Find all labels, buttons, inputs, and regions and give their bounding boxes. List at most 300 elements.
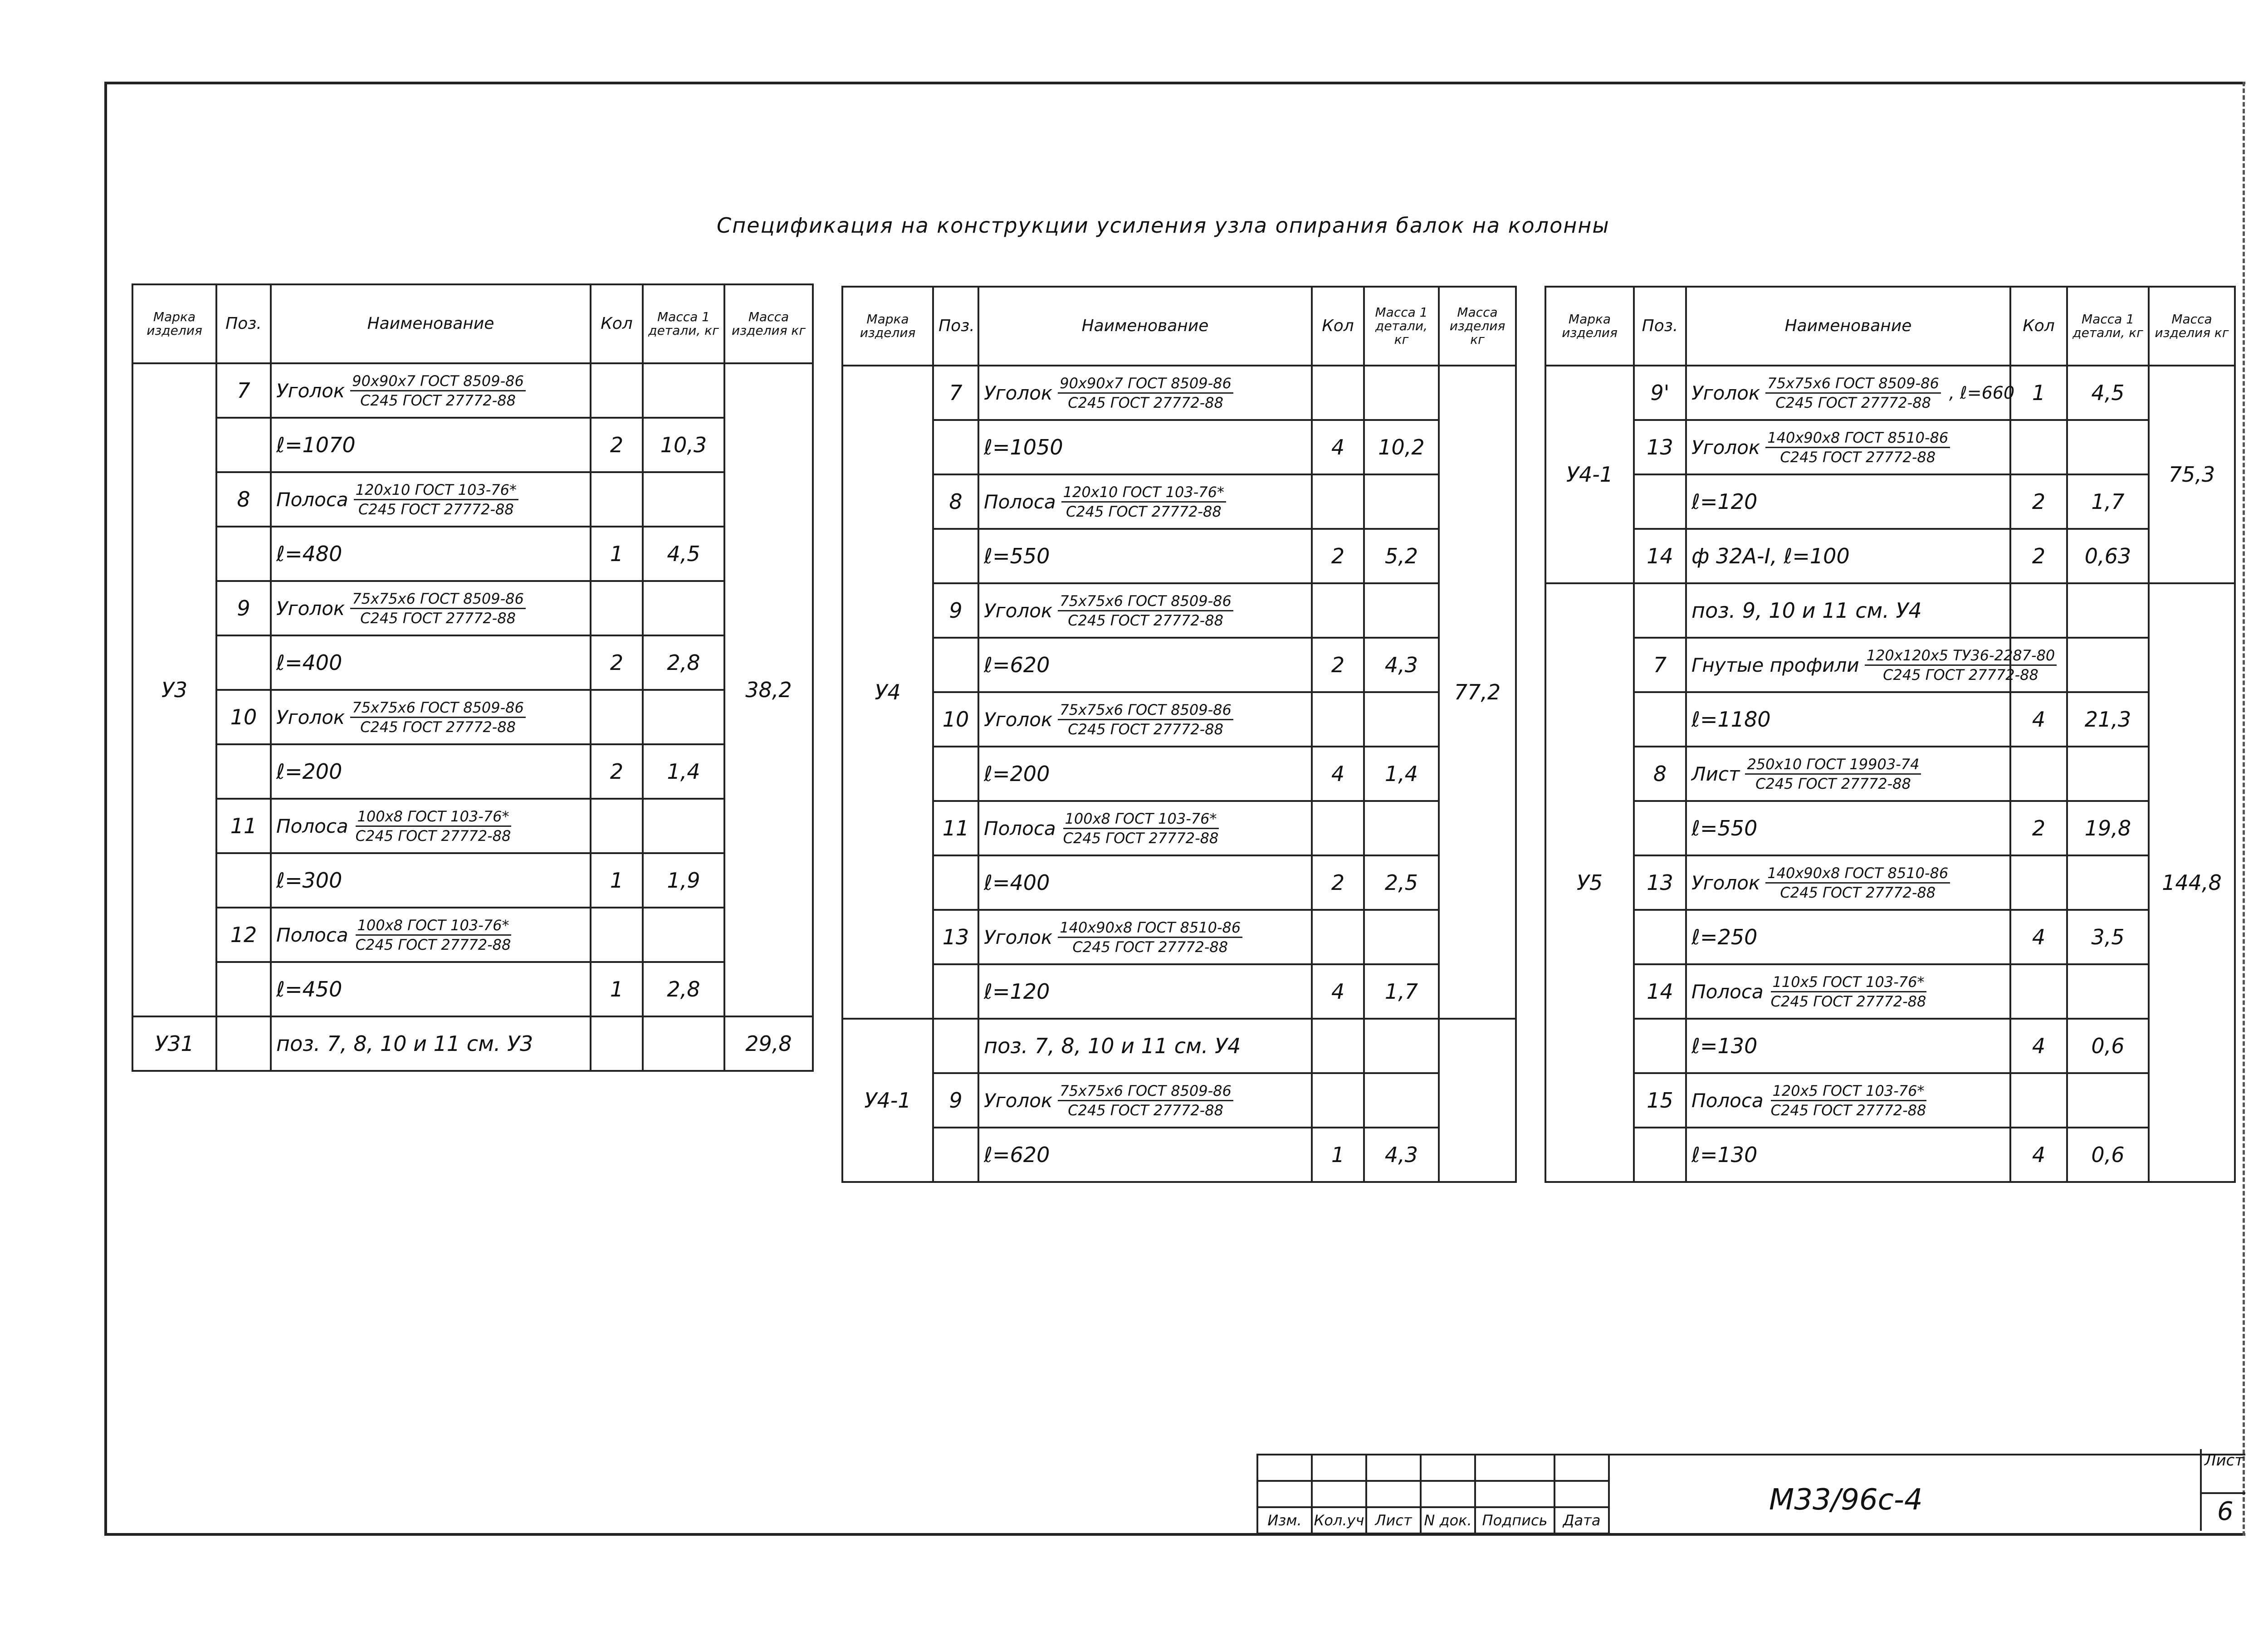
name-content: [276, 372, 585, 410]
unit-mass-cell: [2067, 583, 2149, 638]
qty-cell: [1312, 692, 1364, 747]
name-fraction: [1865, 646, 2057, 684]
name-fraction: [1061, 483, 1226, 521]
qty-cell: [591, 472, 643, 527]
name-text: ℓ=120: [1691, 489, 1758, 514]
name-denominator: С245 ГОСТ 27772-88: [1066, 503, 1222, 520]
header-mass1: Масса 1 детали, кг: [643, 284, 724, 363]
name-cell: [271, 962, 591, 1016]
header-name: Наименование: [271, 284, 591, 363]
qty-cell: 2: [2010, 529, 2067, 583]
table-row: [842, 855, 1516, 910]
name-word: Уголок: [984, 926, 1053, 948]
name-fraction: [1058, 1082, 1233, 1119]
unit-mass-cell: [2067, 420, 2149, 474]
name-word: Полоса: [276, 923, 348, 946]
table-row: [132, 744, 813, 799]
pos-cell: [933, 529, 978, 583]
name-content: [984, 1082, 1306, 1119]
unit-mass-cell: [643, 1016, 724, 1071]
qty-cell: [591, 581, 643, 635]
qty-cell: [2010, 1073, 2067, 1128]
name-cell: [978, 692, 1312, 747]
unit-mass-cell: [1364, 801, 1439, 855]
unit-mass-cell: [643, 799, 724, 853]
qty-cell: [1312, 910, 1364, 964]
table-row: [1545, 583, 2235, 638]
pos-cell: [216, 962, 271, 1016]
header-qty: Кол: [1312, 287, 1364, 366]
unit-mass-cell: 4,5: [643, 527, 724, 581]
unit-mass-cell: 0,6: [2067, 1019, 2149, 1073]
pos-cell: 10: [933, 692, 978, 747]
name-cell: [978, 583, 1312, 638]
name-word: Уголок: [1691, 381, 1760, 404]
qty-cell: 2: [1312, 855, 1364, 910]
table-row: [842, 1019, 1516, 1073]
pos-cell: [1634, 474, 1686, 529]
qty-cell: 4: [2010, 1019, 2067, 1073]
table-row: [132, 418, 813, 472]
name-fraction: [1058, 918, 1242, 956]
table-row: [1545, 474, 2235, 529]
unit-mass-cell: 2,8: [643, 635, 724, 690]
pos-cell: [216, 635, 271, 690]
name-cell: [978, 366, 1312, 420]
pos-cell: [1634, 1128, 1686, 1182]
name-fraction: [1058, 374, 1233, 412]
pos-cell: 7: [216, 363, 271, 418]
qty-cell: 1: [2010, 366, 2067, 420]
name-numerator: 120х10 ГОСТ 103-76*: [354, 481, 518, 500]
name-numerator: 75х75х6 ГОСТ 8509-86: [1058, 701, 1233, 720]
name-fraction: [1769, 1082, 1928, 1119]
total-mass-cell: [1439, 1019, 1516, 1182]
name-content: [1691, 1082, 2005, 1119]
name-numerator: 110х5 ГОСТ 103-76*: [1771, 973, 1926, 992]
name-word: Уголок: [1691, 436, 1760, 459]
sheet-label: Лист: [2204, 1451, 2244, 1470]
name-fraction: [1765, 374, 1941, 412]
header-massT: Масса изделия кг: [1439, 287, 1516, 366]
unit-mass-cell: [1364, 474, 1439, 529]
name-text: поз. 9, 10 и 11 см. У4: [1691, 598, 1922, 623]
title-block-label: N док.: [1421, 1507, 1475, 1533]
unit-mass-cell: 4,5: [2067, 366, 2149, 420]
title-block-label: Лист: [1366, 1507, 1421, 1533]
table-row: [1545, 1128, 2235, 1182]
name-word: Уголок: [276, 597, 345, 620]
document-number: М33/96с-4: [1769, 1483, 1923, 1517]
header-pos: Поз.: [1634, 287, 1686, 366]
pos-cell: [933, 747, 978, 801]
name-numerator: 75х75х6 ГОСТ 8509-86: [1058, 1082, 1233, 1101]
table-row: [1545, 910, 2235, 964]
header-mark: Марка изделия: [132, 284, 216, 363]
pos-cell: 11: [933, 801, 978, 855]
unit-mass-cell: [2067, 1073, 2149, 1128]
table-row: [132, 472, 813, 527]
name-content: [276, 542, 585, 566]
qty-cell: [2010, 747, 2067, 801]
total-mass-cell: 75,3: [2149, 366, 2235, 583]
qty-cell: 1: [591, 853, 643, 908]
qty-cell: 4: [1312, 747, 1364, 801]
unit-mass-cell: [2067, 964, 2149, 1019]
name-text: ℓ=450: [276, 977, 342, 1001]
name-word: Уголок: [984, 1089, 1053, 1112]
qty-cell: 2: [2010, 474, 2067, 529]
name-cell: [271, 581, 591, 635]
name-fraction: [350, 590, 526, 627]
header-name: Наименование: [1686, 287, 2010, 366]
name-cell: [1686, 529, 2010, 583]
pos-cell: 15: [1634, 1073, 1686, 1128]
unit-mass-cell: [643, 363, 724, 418]
name-cell: [1686, 692, 2010, 747]
qty-cell: [591, 799, 643, 853]
name-word: Лист: [1691, 762, 1740, 785]
pos-cell: 10: [216, 690, 271, 744]
table-row: [132, 908, 813, 962]
qty-cell: [1312, 474, 1364, 529]
name-fraction: [1765, 429, 1950, 466]
name-word: Уголок: [276, 706, 345, 728]
name-text: ℓ=400: [984, 870, 1050, 895]
unit-mass-cell: 1,4: [643, 744, 724, 799]
header-pos: Поз.: [216, 284, 271, 363]
name-cell: [978, 855, 1312, 910]
name-text: ℓ=620: [984, 653, 1050, 677]
table-row: [842, 474, 1516, 529]
name-cell: [1686, 366, 2015, 420]
name-numerator: 90х90х7 ГОСТ 8509-86: [1058, 374, 1233, 394]
pos-cell: 9: [933, 583, 978, 638]
name-text: ℓ=480: [276, 542, 342, 566]
name-content: [276, 481, 585, 518]
table-row: [842, 964, 1516, 1019]
name-content: [1691, 816, 2005, 840]
name-denominator: С245 ГОСТ 27772-88: [1883, 666, 2038, 684]
qty-cell: [2010, 583, 2067, 638]
qty-cell: [1312, 366, 1364, 420]
name-text: ℓ=550: [984, 544, 1050, 568]
name-numerator: 120х5 ГОСТ 103-76*: [1771, 1082, 1926, 1101]
pos-cell: [216, 1016, 271, 1071]
table-row: [1545, 366, 2235, 420]
table-row: [132, 363, 813, 418]
title-block-top-line: [1256, 1454, 2245, 1455]
table-header-row: [1545, 287, 2235, 366]
name-numerator: 100х8 ГОСТ 103-76*: [356, 916, 511, 936]
unit-mass-cell: [1364, 366, 1439, 420]
name-content: [1691, 598, 2005, 623]
pos-cell: 9': [1634, 366, 1686, 420]
unit-mass-cell: 1,9: [643, 853, 724, 908]
unit-mass-cell: [1364, 1073, 1439, 1128]
table-row: [842, 638, 1516, 692]
name-text: ℓ=400: [276, 650, 342, 675]
unit-mass-cell: [2067, 747, 2149, 801]
name-text: ℓ=200: [984, 762, 1050, 786]
pos-cell: [933, 855, 978, 910]
unit-mass-cell: [1364, 692, 1439, 747]
name-content: [984, 979, 1306, 1004]
name-fraction: [1061, 810, 1221, 847]
name-cell: [1686, 1073, 2010, 1128]
pos-cell: 7: [933, 366, 978, 420]
name-content: [984, 544, 1306, 568]
unit-mass-cell: [1364, 1019, 1439, 1073]
pos-cell: [1634, 801, 1686, 855]
unit-mass-cell: [2067, 638, 2149, 692]
name-content: [984, 1143, 1306, 1167]
unit-mass-cell: 5,2: [1364, 529, 1439, 583]
name-text: ℓ=250: [1691, 925, 1758, 949]
name-content: [1691, 973, 2005, 1011]
pos-cell: 8: [1634, 747, 1686, 801]
name-cell: [1686, 801, 2010, 855]
table-row: [132, 690, 813, 744]
name-word: Уголок: [276, 379, 345, 402]
name-cell: [271, 635, 591, 690]
name-numerator: 75х75х6 ГОСТ 8509-86: [1058, 592, 1233, 611]
name-text: ℓ=620: [984, 1143, 1050, 1167]
unit-mass-cell: 4,3: [1364, 638, 1439, 692]
name-content: [1691, 489, 2005, 514]
title-block-label: Дата: [1554, 1507, 1609, 1533]
name-content: [1691, 864, 2005, 902]
table-row: [1545, 529, 2235, 583]
name-denominator: С245 ГОСТ 27772-88: [355, 827, 511, 845]
qty-cell: 2: [1312, 529, 1364, 583]
name-content: [984, 435, 1306, 459]
name-content: [984, 810, 1306, 847]
qty-cell: 1: [591, 527, 643, 581]
mark-cell: У4-1: [1545, 366, 1634, 583]
pos-cell: 7: [1634, 638, 1686, 692]
header-pos: Поз.: [933, 287, 978, 366]
name-content: [984, 483, 1306, 521]
name-word: Полоса: [276, 488, 348, 511]
name-content: [276, 650, 585, 675]
name-content: [1691, 646, 2055, 684]
table-row: [1545, 1073, 2235, 1128]
title-block-label: Изм.: [1257, 1507, 1312, 1533]
pos-cell: [1634, 910, 1686, 964]
name-word: Полоса: [1691, 980, 1764, 1003]
pos-cell: 11: [216, 799, 271, 853]
pos-cell: 9: [216, 581, 271, 635]
name-content: [984, 592, 1306, 630]
name-cell: [978, 1019, 1312, 1073]
table-row: [132, 1016, 813, 1071]
name-content: [276, 868, 585, 893]
title-block-grid: [1256, 1454, 1610, 1534]
pos-cell: [933, 1019, 978, 1073]
name-text: поз. 7, 8, 10 и 11 см. У3: [276, 1031, 533, 1056]
unit-mass-cell: 1,7: [2067, 474, 2149, 529]
qty-cell: [591, 363, 643, 418]
name-cell: [271, 690, 591, 744]
name-word: Полоса: [984, 817, 1056, 840]
name-content: [1691, 374, 2015, 412]
pos-cell: [1634, 583, 1686, 638]
name-text: поз. 7, 8, 10 и 11 см. У4: [984, 1034, 1241, 1058]
name-fraction: [354, 807, 513, 845]
table-row: [842, 583, 1516, 638]
qty-cell: 2: [2010, 801, 2067, 855]
name-cell: [271, 472, 591, 527]
table-header-row: [132, 284, 813, 363]
table-row: [132, 527, 813, 581]
header-mass1: Масса 1 детали, кг: [2067, 287, 2149, 366]
name-text: ℓ=1050: [984, 435, 1063, 459]
unit-mass-cell: [2067, 855, 2149, 910]
name-numerator: 100х8 ГОСТ 103-76*: [356, 807, 511, 827]
unit-mass-cell: 10,3: [643, 418, 724, 472]
table-row: [842, 366, 1516, 420]
name-cell: [978, 1128, 1312, 1182]
name-fraction: [1765, 864, 1950, 902]
name-numerator: 75х75х6 ГОСТ 8509-86: [1765, 374, 1941, 394]
name-cell: [1686, 583, 2010, 638]
name-cell: [1686, 420, 2010, 474]
spec-table-1: [132, 283, 814, 1072]
name-word: Уголок: [984, 599, 1053, 622]
table-row: [842, 1128, 1516, 1182]
table-row: [842, 747, 1516, 801]
name-cell: [1686, 474, 2010, 529]
name-denominator: С245 ГОСТ 27772-88: [1068, 611, 1223, 629]
spec-table-3: [1545, 286, 2236, 1183]
name-denominator: С245 ГОСТ 27772-88: [355, 936, 511, 953]
name-content: [1691, 1143, 2005, 1167]
name-cell: [978, 420, 1312, 474]
name-cell: [1686, 910, 2010, 964]
name-cell: [978, 910, 1312, 964]
title-block-divider: [1608, 1454, 1610, 1535]
name-denominator: С245 ГОСТ 27772-88: [360, 718, 516, 736]
unit-mass-cell: 21,3: [2067, 692, 2149, 747]
title-block-label: Подпись: [1475, 1507, 1554, 1533]
name-numerator: 75х75х6 ГОСТ 8509-86: [350, 590, 526, 609]
table-row: [842, 692, 1516, 747]
unit-mass-cell: 0,63: [2067, 529, 2149, 583]
drawing-frame-right: [2243, 82, 2245, 1536]
pos-cell: [216, 744, 271, 799]
name-denominator: С245 ГОСТ 27772-88: [1063, 829, 1219, 847]
name-text: ℓ=1180: [1691, 707, 1771, 732]
name-content: [276, 759, 585, 784]
header-massT: Масса изделия кг: [2149, 287, 2235, 366]
name-content: [276, 433, 585, 457]
qty-cell: 4: [2010, 692, 2067, 747]
name-denominator: С245 ГОСТ 27772-88: [1755, 775, 1911, 792]
table-row: [1545, 1019, 2235, 1073]
name-cell: [271, 799, 591, 853]
qty-cell: [591, 1016, 643, 1071]
name-text: ℓ=130: [1691, 1034, 1758, 1058]
pos-cell: 14: [1634, 529, 1686, 583]
drawing-frame-top: [104, 82, 2245, 84]
mark-cell: У3: [132, 363, 216, 1016]
name-text: ℓ=300: [276, 868, 342, 893]
table-row: [1545, 638, 2235, 692]
name-fraction: [1769, 973, 1928, 1011]
name-content: [1691, 707, 2005, 732]
name-numerator: 140х90х8 ГОСТ 8510-86: [1765, 429, 1950, 448]
table-row: [1545, 692, 2235, 747]
name-word: Полоса: [984, 490, 1056, 513]
pos-cell: 13: [1634, 855, 1686, 910]
name-fraction: [350, 698, 526, 736]
name-denominator: С245 ГОСТ 27772-88: [1072, 938, 1228, 956]
name-cell: [978, 801, 1312, 855]
name-text: ℓ=130: [1691, 1143, 1758, 1167]
name-numerator: 100х8 ГОСТ 103-76*: [1063, 810, 1219, 829]
name-text: ℓ=1070: [276, 433, 356, 457]
table-row: [132, 962, 813, 1016]
name-denominator: С245 ГОСТ 27772-88: [1068, 1101, 1223, 1119]
table-row: [842, 1073, 1516, 1128]
name-denominator: С245 ГОСТ 27772-88: [1780, 448, 1936, 466]
page-title: Спецификация на конструкции усиления узла опирания балок на колонны: [717, 213, 1610, 238]
name-cell: [978, 529, 1312, 583]
name-cell: [978, 747, 1312, 801]
total-mass-cell: 38,2: [724, 363, 813, 1016]
unit-mass-cell: 1,7: [1364, 964, 1439, 1019]
header-mass1: Масса 1 детали, кг: [1364, 287, 1439, 366]
name-word: Уголок: [984, 708, 1053, 731]
mark-cell: У5: [1545, 583, 1634, 1182]
name-denominator: С245 ГОСТ 27772-88: [1775, 394, 1931, 411]
pos-cell: [1634, 692, 1686, 747]
total-mass-cell: 144,8: [2149, 583, 2235, 1182]
mark-cell: У4: [842, 366, 933, 1019]
name-word: Полоса: [1691, 1089, 1764, 1112]
table-row: [1545, 420, 2235, 474]
table-row: [132, 799, 813, 853]
name-cell: [1686, 1019, 2010, 1073]
table-row: [1545, 801, 2235, 855]
name-word: Уголок: [984, 381, 1053, 404]
name-cell: [271, 527, 591, 581]
name-denominator: С245 ГОСТ 27772-88: [1068, 394, 1223, 411]
name-text: ℓ=120: [984, 979, 1050, 1004]
name-denominator: С245 ГОСТ 27772-88: [360, 391, 516, 409]
name-content: [1691, 429, 2005, 466]
unit-mass-cell: 19,8: [2067, 801, 2149, 855]
name-content: [276, 590, 585, 627]
name-content: [276, 807, 585, 845]
name-fraction: [350, 372, 526, 410]
qty-cell: [1312, 1019, 1364, 1073]
qty-cell: [2010, 964, 2067, 1019]
qty-cell: 2: [591, 418, 643, 472]
name-cell: [271, 418, 591, 472]
header-name: Наименование: [978, 287, 1312, 366]
qty-cell: 4: [2010, 910, 2067, 964]
name-content: [1691, 925, 2005, 949]
name-content: [276, 916, 585, 954]
table-row: [842, 801, 1516, 855]
name-word: Гнутые профили: [1691, 654, 1859, 676]
name-fraction: [354, 481, 518, 518]
unit-mass-cell: [1364, 910, 1439, 964]
table-row: [132, 853, 813, 908]
name-cell: [1686, 1128, 2010, 1182]
